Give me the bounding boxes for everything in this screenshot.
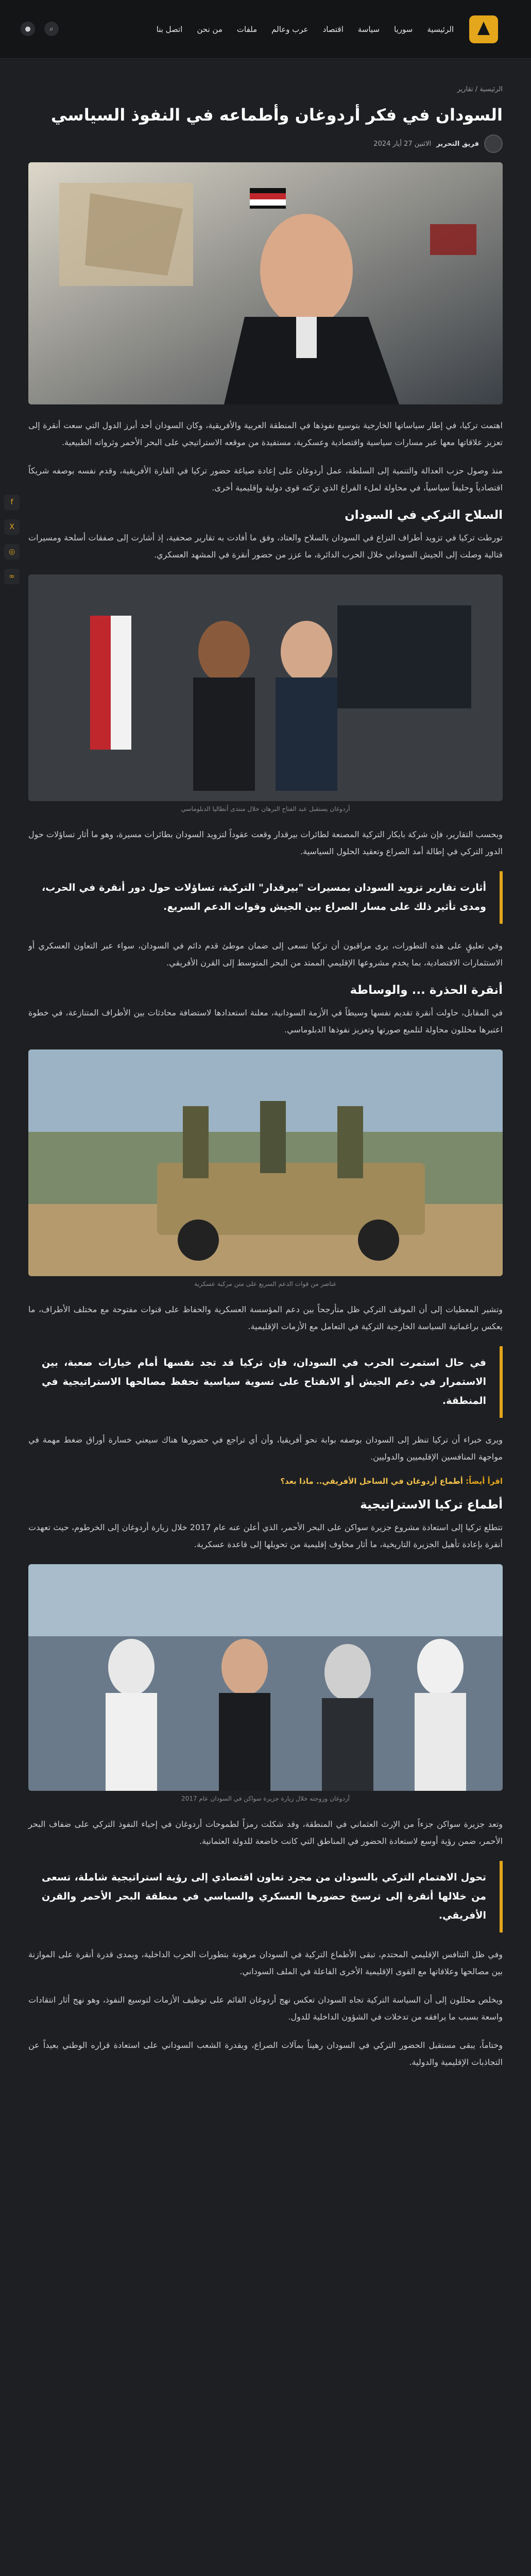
nav-item-home[interactable]: الرئيسية <box>427 25 454 34</box>
avatar[interactable] <box>484 134 503 153</box>
nav-item-world[interactable]: عرب وعالم <box>271 25 309 34</box>
whatsapp-icon[interactable]: ◎ <box>4 544 20 560</box>
paragraph: ويخلص محللون إلى أن السياسة التركية تجاه السودان تعكس نهج أردوغان القائم على توظيف الأزمات لتوسيع النفوذ، وهو نهج أثار انتقادات واسعة بسبب ما يرافقه من تدخلات في الشؤون الداخلية للدول. <box>28 1995 503 2022</box>
figure-caption: أردوغان يستقبل عبد الفتاح البرهان خلال منتدى أنطاليا الدبلوماسي <box>181 805 350 812</box>
section-heading: أطماع تركيا الاستراتيجية <box>360 1498 503 1512</box>
article-body <box>28 417 503 2071</box>
article-meta <box>28 134 503 153</box>
paragraph: اهتمت تركيا، في إطار سياساتها الخارجية بتوسيع نفوذها في المنطقة العربية والأفريقية، وكان السودان أحد أبرز الدول التي سعت أنقرة إلى تعزيز علاقاتها معها عبر مسارات سياسية واقتصادية وعسكرية، مستفيدة من موقعه الاستراتيجي على البحر الأحمر وثرواته الطبيعية. <box>28 420 503 447</box>
figure-caption: أردوغان وزوجته خلال زيارة جزيرة سواكن في السودان عام 2017 <box>181 1795 350 1802</box>
related-label: اقرأ أيضاً: <box>466 1477 503 1486</box>
nav-item-politics[interactable]: سياسة <box>357 25 380 34</box>
section-heading: أنقرة الحذرة ... والوساطة <box>350 984 503 997</box>
figure-erdogan-burhan <box>28 574 503 801</box>
nav-item-about[interactable]: من نحن <box>197 25 222 34</box>
hero-image <box>28 162 503 404</box>
paragraph: ويرى خبراء أن تركيا تنظر إلى السودان بوصفه بوابة نحو أفريقيا، وأن أي تراجع في حضورها هناك سيعني خسارة أوراق ضغط مهمة في مواجهة المنافسين الإقليميين والدوليين. <box>28 1435 503 1462</box>
breadcrumb[interactable]: الرئيسية / تقارير <box>457 86 503 93</box>
nav-item-economy[interactable]: اقتصاد <box>322 25 344 34</box>
paragraph: وتشير المعطيات إلى أن الموقف التركي ظل متأرجحاً بين دعم المؤسسة العسكرية والحفاظ على قنوات مفتوحة مع مختلف الأطراف، ما يعكس براغماتية السياسة الخارجية التركية في التعامل مع الأزمات الإقليمية. <box>28 1304 503 1331</box>
nav-item-syria[interactable]: سوريا <box>394 25 413 34</box>
author-name[interactable]: فريق التحرير <box>436 140 479 148</box>
link-icon[interactable]: ∞ <box>4 569 20 584</box>
figure-suakin-visit <box>28 1564 503 1791</box>
paragraph: وفي تعليقٍ على هذه التطورات، يرى مراقبون أن تركيا تسعى إلى ضمان موطئ قدم دائم في السودان، سواء عبر التعاون العسكري أو الاستثمارات الاقتصادية، بما يخدم مشروعها الإقليمي الممتد من البحر المتوسط إلى القرن الأفريقي. <box>28 941 503 968</box>
nav-item-contact[interactable]: اتصل بنا <box>156 25 183 34</box>
related-title[interactable]: أطماع أردوغان في الساحل الأفريقي.. ماذا بعد؟ <box>280 1477 463 1486</box>
section-heading: السلاح التركي في السودان <box>345 509 503 522</box>
paragraph: وختاماً، يبقى مستقبل الحضور التركي في السودان رهيناً بمآلات الصراع، وبقدرة الشعب السوداني على استعادة قراره الوطني بعيداً عن التجاذبات الإقليمية والدولية. <box>28 2040 503 2067</box>
search-icon[interactable]: ⌕ <box>44 22 59 36</box>
user-icon[interactable]: ● <box>21 22 35 36</box>
related-link[interactable] <box>28 1477 503 1486</box>
paragraph: تورطت تركيا في تزويد أطراف النزاع في السودان بالسلاح والعتاد، وفق ما أفادت به تقارير صحفية، إذ أشارت إلى صفقات أسلحة ومسيرات قتالية وصلت إلى الجيش السوداني خلال الحرب الدائرة، ما عزز من حضور أنقرة في المشهد العسكري. <box>28 533 503 560</box>
header-icons <box>21 22 59 36</box>
paragraph: تتطلع تركيا إلى استعادة مشروع جزيرة سواكن على البحر الأحمر، الذي أعلن عنه عام 2017 خلال زيارة أردوغان إلى الخرطوم، حيث تعهدت أنقرة بإعادة تأهيل الجزيرة التاريخية، ما أثار مخاوف إقليمية من تحويلها إلى قاعدة عسكرية. <box>28 1522 503 1549</box>
paragraph: في المقابل، حاولت أنقرة تقديم نفسها وسيطاً في الأزمة السودانية، معلنة استعدادها لاستضافة محادثات بين الأطراف المتنازعة، في خطوة اعتبرها محللون محاولة لتلميع صورتها وتعزيز نفوذها الدبلوماسي. <box>28 1008 503 1035</box>
site-header <box>0 0 531 59</box>
twitter-icon[interactable]: X <box>4 519 20 535</box>
pull-quote: أثارت تقارير تزويد السودان بمسيرات "بيرقدار" التركية، تساؤلات حول دور أنقرة في الحرب، ومدى تأثير ذلك على مسار الصراع بين الجيش وقوات الدعم السريع. <box>28 871 503 924</box>
publish-date: الاثنين 27 أيار 2024 <box>373 140 432 148</box>
figure-caption: عناصر من قوات الدعم السريع على متن مركبة عسكرية <box>194 1280 337 1287</box>
share-bar <box>4 495 20 584</box>
page-title: السودان في فكر أردوغان وأطماعه في النفوذ السياسي <box>50 105 503 125</box>
pull-quote: تحول الاهتمام التركي بالسودان من مجرد تعاون اقتصادي إلى رؤية استراتيجية شاملة، تسعى من خلالها أنقرة إلى ترسيخ حضورها العسكري والسياسي في منطقة البحر الأحمر والقرن الأفريقي. <box>28 1861 503 1933</box>
pull-quote: في حال استمرت الحرب في السودان، فإن تركيا قد تجد نفسها أمام خيارات صعبة، بين الاستمرار في دعم الجيش أو الانفتاح على تسوية سياسية تحفظ مصالحها الاستراتيجية في المنطقة. <box>28 1346 503 1418</box>
paragraph: وتعد جزيرة سواكن جزءاً من الإرث العثماني في المنطقة، وقد شكلت رمزاً لطموحات أردوغان في إحياء النفوذ التركي على ضفاف البحر الأحمر، ضمن رؤية أوسع لاستعادة الحضور في المناطق التي كانت خاضعة للدولة العثمانية. <box>28 1819 503 1846</box>
paragraph: وبحسب التقارير، فإن شركة بايكار التركية المصنعة لطائرات بيرقدار وقعت عقوداً لتزويد السودان بطائرات مسيرة، وهو ما أثار تساؤلات حول الدور التركي في إطالة أمد الصراع وتعقيد الحلول السياسية. <box>28 829 503 856</box>
paragraph: منذ وصول حزب العدالة والتنمية إلى السلطة، عمل أردوغان على إعادة صياغة حضور تركيا في القارة الأفريقية، وقدم نفسه بوصفه شريكاً اقتصادياً وحليفاً سياسياً، في محاولة لملء الفراغ الذي تركته قوى دولية وإقليمية أخرى. <box>28 466 503 493</box>
figure-rsf-vehicle <box>28 1049 503 1276</box>
facebook-icon[interactable]: f <box>4 495 20 510</box>
nav-item-files[interactable]: ملفات <box>236 25 258 34</box>
article-container <box>28 59 503 2082</box>
paragraph: وفي ظل التنافس الإقليمي المحتدم، تبقى الأطماع التركية في السودان مرهونة بتطورات الحرب الداخلية، وبمدى قدرة أنقرة على الموازنة بين مصالحها وعلاقاتها مع القوى الإقليمية الأخرى الفاعلة في الملف السوداني. <box>28 1950 503 1976</box>
site-logo[interactable] <box>467 13 500 45</box>
main-nav <box>157 0 454 59</box>
